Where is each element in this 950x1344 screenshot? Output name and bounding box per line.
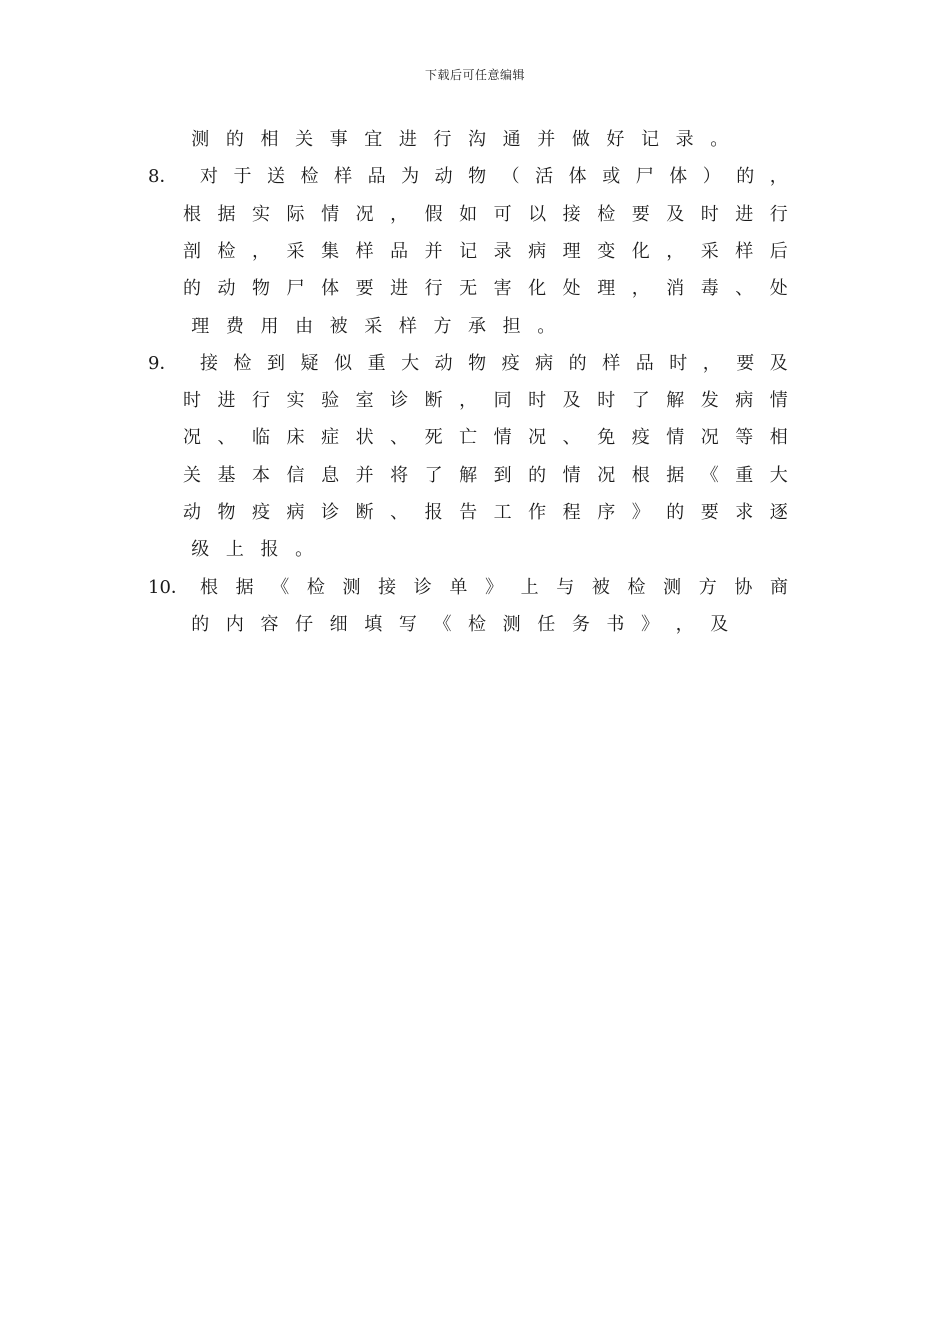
text-line: 关 基 本 信 息 并 将 了 解 到 的 情 况 根 据 《 重 大: [183, 464, 788, 486]
text-line: 的 内 容 仔 细 填 写 《 检 测 任 务 书 》 ， 及: [191, 613, 729, 635]
text-line: 接 检 到 疑 似 重 大 动 物 疫 病 的 样 品 时 ， 要 及: [200, 352, 788, 374]
list-item-number: 8．: [148, 166, 178, 188]
text-line: 根 据 实 际 情 况 ， 假 如 可 以 接 检 要 及 时 进 行: [183, 203, 788, 225]
text-line: 测 的 相 关 事 宜 进 行 沟 通 并 做 好 记 录 。: [191, 129, 729, 150]
text-line: 级 上 报 。: [191, 539, 314, 561]
text-line: 时 进 行 实 验 室 诊 断 ， 同 时 及 时 了 解 发 病 情: [183, 390, 788, 412]
list-item-number: 9．: [148, 352, 178, 374]
text-line: 的 动 物 尸 体 要 进 行 无 害 化 处 理 ， 消 毒 、 处: [183, 278, 788, 300]
list-item-number: 10．: [148, 576, 189, 598]
text-line: 动 物 疫 病 诊 断 、 报 告 工 作 程 序 》 的 要 求 逐: [183, 502, 788, 523]
text-line: 剖 检 ， 采 集 样 品 并 记 录 病 理 变 化 ， 采 样 后: [183, 240, 788, 262]
text-line: 况 、 临 床 症 状 、 死 亡 情 况 、 免 疫 情 况 等 相: [183, 427, 788, 449]
page-header: 下载后可任意编辑: [424, 68, 525, 82]
text-line: 理 费 用 由 被 采 样 方 承 担 。: [191, 315, 556, 337]
text-line: 对 于 送 检 样 品 为 动 物 （ 活 体 或 尸 体 ） 的 ，: [200, 166, 788, 188]
text-line: 根 据 《 检 测 接 诊 单 》 上 与 被 检 测 方 协 商: [200, 576, 788, 598]
